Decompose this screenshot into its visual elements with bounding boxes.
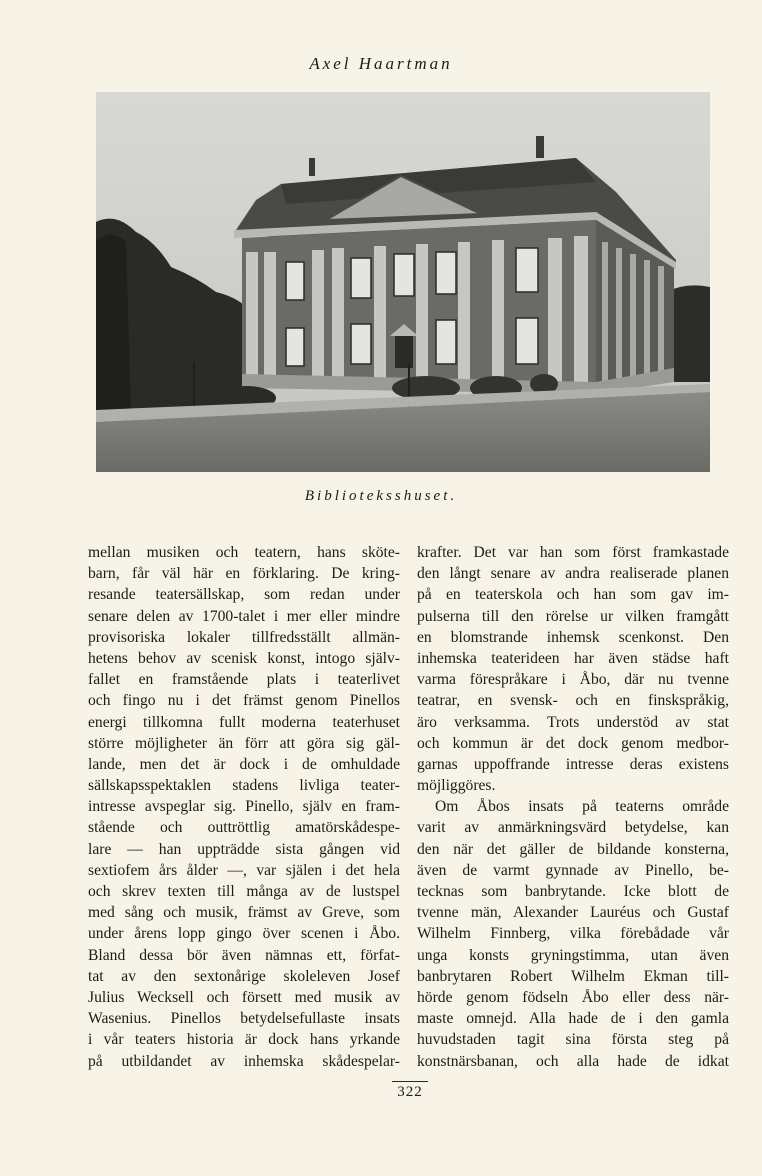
text-line: Wilhelm Finnberg, vilka förebådade vår	[417, 925, 729, 943]
text-line: tat av den sextonårige skoleleven Josef	[88, 967, 400, 985]
text-line: på utbildandet av inhemska skådespelar-	[88, 1052, 400, 1070]
text-line: Om Åbos insats på teaterns område	[435, 798, 729, 816]
text-line: hörde genom födseln Åbo eller dess när-	[417, 988, 729, 1006]
text-line: varma förespråkare i Åbo, där nu tvenne	[417, 671, 729, 689]
library-building-illustration	[96, 92, 710, 472]
text-line: i vår teaters historia är dock hans yrkande	[88, 1031, 400, 1049]
text-line: sextiofem års ålder —, var själen i det hela	[88, 861, 400, 879]
text-line: unga konsts gryningstimma, utan även	[417, 946, 729, 964]
text-line: krafter. Det var han som först framkastade	[417, 544, 729, 561]
text-line: huvudstaden tagit sina första steg på	[417, 1031, 729, 1049]
text-line: konstnärsbanan, och alla hade de idkat	[417, 1052, 729, 1070]
text-line: stående och outtröttlig amatörskådespe-	[88, 819, 400, 837]
text-line: mellan musiken och teatern, hans sköte-	[88, 544, 400, 561]
text-line: garnas uppoffrande intresse deras existens	[417, 755, 729, 773]
text-line: den långt senare av andra realiserade planen	[417, 565, 729, 583]
text-line: tvenne män, Alexander Lauréus och Gustaf	[417, 904, 729, 922]
text-line: en blomstrande inhemsk scenkonst. Den	[417, 628, 729, 646]
text-line: den när det gäller de bildande konsterna,	[417, 840, 729, 858]
library-building-photo	[96, 92, 710, 472]
text-line: varit av anmärkningsvärd betydelse, kan	[417, 819, 729, 837]
text-line: energi tillkomna fullt moderna teaterhuset	[88, 713, 400, 731]
page-number: 322	[397, 1084, 423, 1100]
text-line: pulserna till den rörelse ur vilken framgått	[417, 607, 729, 625]
right-text-column	[417, 542, 729, 1072]
text-line: barn, får väl här en förklaring. De kring-	[88, 565, 400, 583]
text-line: hetens behov av scenisk konst, intogo själv-	[88, 649, 400, 667]
text-line: under årens lopp gingo över scenen i Åbo.	[88, 925, 400, 943]
text-line: även de varmt gynnade av Pinello, be-	[417, 861, 729, 879]
text-line: maste omnejd. Alla hade de i den gamla	[417, 1010, 729, 1028]
text-line: större möjligheter än förr att göra sig gäl-	[88, 734, 400, 752]
text-line: lare — han uppträdde sista gången vid	[88, 840, 400, 858]
left-text-column	[88, 542, 400, 1072]
text-line: lande, men det är dock i de omhuldade	[88, 755, 400, 773]
page-number-rule	[392, 1081, 428, 1082]
text-line: senare delen av 1700-talet i mer eller mindre	[88, 607, 400, 625]
text-line: fallet en framstående plats i teaterlivet	[88, 671, 400, 689]
text-line: tecknas som banbrytande. Icke blott de	[417, 883, 729, 900]
text-line: möjliggöres.	[417, 777, 496, 795]
text-line: banbrytaren Robert Wilhelm Ekman till-	[417, 967, 729, 985]
text-line: och kommun är det dock genom medbor-	[417, 734, 729, 752]
text-line: Wasenius. Pinellos betydelsefullaste insats	[88, 1010, 400, 1028]
text-line: sällskapsspektaklen stadens livliga teater-	[88, 777, 400, 795]
text-line: teatrar, en svensk- och en finskspråkig,	[417, 692, 729, 710]
text-line: resande teatersällskap, som redan under	[88, 586, 400, 604]
text-line: Bland dessa bör även nämnas ett, förfat-	[88, 946, 400, 964]
text-line: intresse avspeglar sig. Pinello, själv en fram-	[88, 798, 400, 816]
figure-caption: Biblioteksshuset.	[304, 488, 458, 504]
text-line: äro verksamma. Trots understöd av stat	[417, 713, 729, 731]
text-line: med sång och musik, främst av Greve, som	[88, 904, 400, 922]
text-line: på en teaterskola och han som gav im-	[417, 586, 729, 604]
text-line: provisoriska lokaler tillfredsställt allmän-	[88, 628, 400, 646]
text-line: och skrev texten till många av de lustspel	[88, 883, 400, 900]
running-header: Axel Haartman	[309, 54, 453, 73]
text-line: inhemska teaterideen har även städse haft	[417, 649, 729, 667]
text-line: och fingo nu i det främst genom Pinellos	[88, 692, 400, 710]
text-line: Julius Wecksell och försett med musik av	[88, 988, 400, 1006]
